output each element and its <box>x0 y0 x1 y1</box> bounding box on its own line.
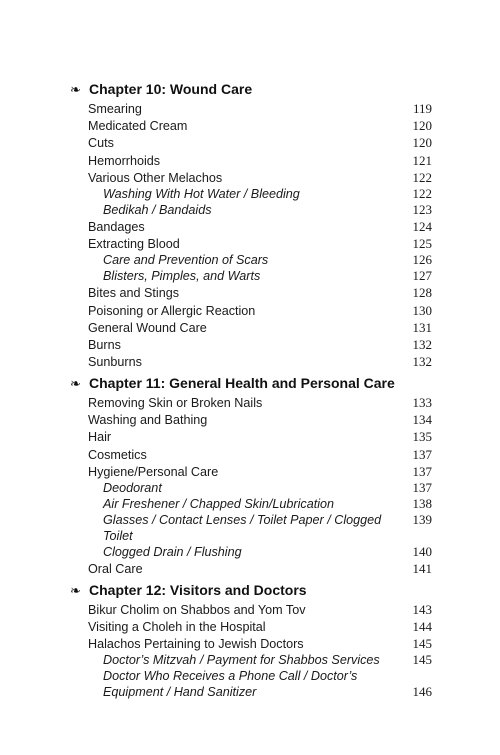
toc-entry <box>88 303 432 319</box>
page-number: 130 <box>412 302 432 318</box>
table-of-contents <box>70 80 432 704</box>
toc-entry <box>88 320 432 336</box>
toc-entry <box>88 636 432 652</box>
page-number: 122 <box>412 185 432 201</box>
entry-list <box>88 101 432 370</box>
toc-subentry <box>88 202 432 218</box>
entry-label: Deodorant <box>103 480 162 495</box>
page-number: 125 <box>412 236 432 252</box>
page-number: 140 <box>412 543 432 559</box>
page-number: 121 <box>412 152 432 168</box>
page-number: 135 <box>412 429 432 445</box>
entry-label: Burns <box>88 337 121 352</box>
chapter-section <box>70 80 432 370</box>
toc-entry <box>88 236 432 252</box>
entry-label: Blisters, Pimples, and Warts <box>103 269 261 284</box>
toc-entry <box>88 219 432 235</box>
chapter-section <box>70 374 432 577</box>
entry-label: Hygiene/Personal Care <box>88 464 219 479</box>
toc-entry <box>88 101 432 117</box>
entry-label: Washing and Bathing <box>88 413 208 428</box>
entry-label: Washing With Hot Water / Bleeding <box>103 186 300 201</box>
entry-label: Clogged Drain / Flushing <box>103 544 242 559</box>
entry-label: Extracting Blood <box>88 237 180 252</box>
page-number: 137 <box>412 463 432 479</box>
toc-subentry <box>88 544 432 560</box>
entry-label: Glasses / Contact Lenses / Toilet Paper / Clogged Toilet <box>103 512 382 543</box>
toc-entry <box>88 354 432 370</box>
page-number: 120 <box>412 118 432 134</box>
chapter-title: Chapter 12: Visitors and Doctors <box>89 582 307 598</box>
page-number: 131 <box>412 319 432 335</box>
page-number: 145 <box>412 636 432 652</box>
toc-entry <box>88 412 432 428</box>
page-number: 126 <box>412 252 432 268</box>
ornament-icon: ❧ <box>70 583 81 598</box>
toc-subentry <box>88 512 432 544</box>
entry-label: Bites and Stings <box>88 286 180 301</box>
entry-list <box>88 602 432 700</box>
entry-label: Cosmetics <box>88 447 147 462</box>
page-number: 144 <box>412 619 432 635</box>
page-number: 132 <box>412 336 432 352</box>
page-number: 127 <box>412 268 432 284</box>
toc-entry <box>88 153 432 169</box>
toc-entry <box>88 619 432 635</box>
entry-label: Doctor Who Receives a Phone Call / Doctor’s Equipment / Hand Sanitizer <box>103 669 358 700</box>
toc-subentry <box>88 480 432 496</box>
entry-label: Hair <box>88 430 112 445</box>
ornament-icon: ❧ <box>70 376 81 392</box>
chapter-title: Chapter 10: Wound Care <box>89 81 253 97</box>
toc-subentry <box>88 268 432 284</box>
toc-entry <box>88 135 432 151</box>
page-number: 122 <box>412 169 432 185</box>
entry-label: Hemorrhoids <box>88 153 161 168</box>
entry-label: Care and Prevention of Scars <box>103 253 269 268</box>
page-number: 138 <box>412 495 432 511</box>
entry-label: General Wound Care <box>88 320 207 335</box>
toc-entry <box>88 395 432 411</box>
page-number: 137 <box>412 479 432 495</box>
page-number: 141 <box>412 561 432 576</box>
toc-entry <box>88 285 432 301</box>
entry-label: Visiting a Choleh in the Hospital <box>88 620 266 635</box>
page-number: 143 <box>412 602 432 617</box>
entry-label: Bikur Cholim on Shabbos and Yom Tov <box>88 603 306 617</box>
toc-subentry <box>88 652 432 668</box>
toc-entry <box>88 170 432 186</box>
toc-entry <box>88 429 432 445</box>
page-number: 133 <box>412 395 432 411</box>
toc-subentry <box>88 186 432 202</box>
toc-entry <box>88 561 432 577</box>
entry-label: Halachos Pertaining to Jewish Doctors <box>88 637 304 652</box>
chapter-heading <box>70 374 432 393</box>
page-number: 128 <box>412 285 432 301</box>
toc-entry <box>88 464 432 480</box>
chapter-title: Chapter 11: General Health and Personal Care <box>89 375 395 392</box>
entry-label: Air Freshener / Chapped Skin/Lubrication <box>103 496 335 511</box>
toc-subentry <box>88 252 432 268</box>
toc-subentry <box>88 668 432 700</box>
entry-label: Sunburns <box>88 355 142 370</box>
entry-label: Medicated Cream <box>88 119 188 134</box>
page-number: 145 <box>412 652 432 668</box>
page-number: 134 <box>412 412 432 428</box>
page-number: 132 <box>412 354 432 370</box>
chapter-section <box>70 581 432 700</box>
entry-label: Doctor’s Mitzvah / Payment for Shabbos Services <box>103 653 380 668</box>
entry-list <box>88 395 432 577</box>
page-number: 120 <box>412 135 432 151</box>
toc-entry <box>88 337 432 353</box>
entry-label: Removing Skin or Broken Nails <box>88 396 263 411</box>
toc-entry <box>88 447 432 463</box>
page-number: 123 <box>412 201 432 217</box>
page-number: 137 <box>412 446 432 462</box>
entry-label: Poisoning or Allergic Reaction <box>88 303 256 318</box>
page-number: 146 <box>412 684 432 700</box>
entry-label: Various Other Melachos <box>88 170 223 185</box>
chapter-heading <box>70 80 432 99</box>
toc-subentry <box>88 496 432 512</box>
page-number: 119 <box>412 101 432 116</box>
entry-label: Smearing <box>88 102 142 116</box>
ornament-icon: ❧ <box>70 82 81 97</box>
toc-entry <box>88 602 432 618</box>
entry-label: Cuts <box>88 136 114 151</box>
entry-label: Bedikah / Bandaids <box>103 202 212 217</box>
toc-entry <box>88 118 432 134</box>
entry-label: Oral Care <box>88 562 143 576</box>
page-number: 124 <box>412 218 432 234</box>
chapter-heading <box>70 581 432 600</box>
page-number: 139 <box>412 511 432 527</box>
entry-label: Bandages <box>88 219 145 234</box>
